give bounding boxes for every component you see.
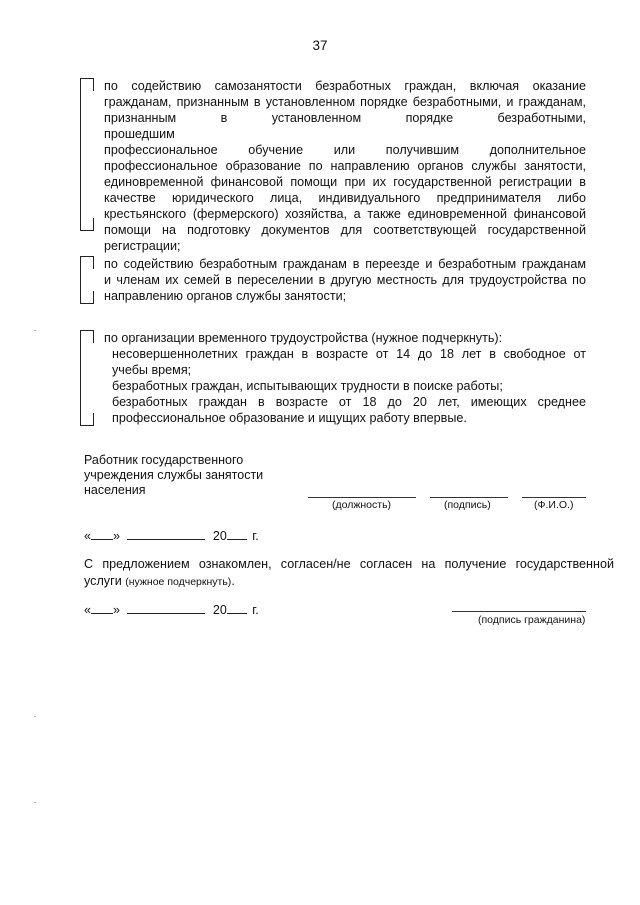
text-line: крестьянского (фермерского) хозяйства, а также единовременной финансовой — [104, 207, 586, 221]
employee-date-field[interactable] — [84, 528, 259, 543]
date-year-suffix: г. — [252, 603, 259, 617]
service-option-self-employment — [80, 78, 586, 253]
employee-label-line: населения — [84, 483, 146, 497]
service-option-relocation — [80, 256, 586, 308]
name-field-line[interactable] — [522, 497, 586, 498]
scan-speck — [34, 802, 36, 803]
citizen-signature-line[interactable] — [452, 611, 586, 612]
page-number: 37 — [312, 38, 328, 53]
checkbox-relocation[interactable] — [80, 256, 94, 304]
text-line: и членам их семей в переселении в другую местность для трудоустройства по — [104, 273, 586, 287]
year-blank[interactable] — [227, 602, 247, 614]
citizen-signature-caption: (подпись гражданина) — [478, 614, 586, 626]
date-century: 20 — [212, 603, 227, 617]
employee-label-line: Работник государственного — [84, 453, 244, 467]
year-blank[interactable] — [227, 528, 247, 540]
consent-statement — [84, 556, 614, 591]
checkbox-self-employment[interactable] — [80, 78, 94, 231]
citizen-date-field[interactable] — [84, 602, 259, 617]
text-line: по содействию самозанятости безработных граждан, включая оказание — [104, 79, 586, 93]
date-open-quote: « — [84, 529, 91, 543]
date-open-quote: « — [84, 603, 91, 617]
consent-end: . — [231, 574, 235, 588]
position-caption: (должность) — [332, 499, 392, 511]
text-line: гражданам, признанным в установленном порядке безработными, и гражданам, — [104, 95, 586, 109]
text-line: качестве юридического лица, индивидуального предпринимателя либо — [104, 191, 586, 205]
date-close-quote: » — [112, 529, 120, 543]
text-line[interactable]: профессиональное образование и ищущих работу впервые. — [112, 411, 467, 425]
text-line: профессиональное образование по направлению органов службы занятости, — [104, 159, 586, 173]
service-text — [104, 256, 586, 304]
consent-text: С предложением ознакомлен, согласен/не согласен на получение государственной — [84, 557, 614, 571]
date-close-quote: » — [112, 603, 120, 617]
text-line: признанным в установленном порядке безработными, прошедшим — [104, 111, 586, 141]
month-blank[interactable] — [127, 602, 205, 614]
text-line[interactable]: учебы время; — [112, 363, 192, 377]
consent-text-cont: услуги — [84, 574, 122, 588]
employee-label-line: учреждения службы занятости — [84, 468, 264, 482]
service-text — [104, 78, 586, 254]
text-line: направлению органов службы занятости; — [104, 289, 347, 303]
text-line: по содействию безработным гражданам в переезде и безработным гражданам — [104, 257, 586, 271]
day-blank[interactable] — [91, 602, 113, 614]
text-line[interactable]: несовершеннолетних граждан в возрасте от 14 до 18 лет в свободное от — [112, 347, 586, 361]
employee-label — [84, 453, 263, 498]
text-line[interactable]: безработных граждан в возрасте от 18 до 20 лет, имеющих среднее — [112, 395, 586, 409]
text-line: регистрации; — [104, 239, 181, 253]
signature-field-line[interactable] — [430, 497, 508, 498]
text-line[interactable]: безработных граждан, испытывающих трудности в поиске работы; — [112, 379, 503, 393]
month-blank[interactable] — [127, 528, 205, 540]
consent-note: (нужное подчеркнуть) — [125, 576, 232, 588]
signature-caption: (подпись) — [444, 499, 491, 511]
name-caption: (Ф.И.О.) — [534, 499, 574, 511]
checkbox-temporary-employment[interactable] — [80, 330, 94, 426]
date-century: 20 — [212, 529, 227, 543]
date-year-suffix: г. — [252, 529, 259, 543]
service-text — [104, 330, 586, 426]
day-blank[interactable] — [91, 528, 113, 540]
position-field-line[interactable] — [308, 497, 416, 498]
scan-speck — [34, 716, 36, 717]
scan-speck — [34, 330, 36, 331]
text-line: профессиональное обучение или получившим дополнительное — [104, 143, 586, 157]
text-line: единовременной финансовой помощи при их государственной регистрации в — [104, 175, 586, 189]
text-line: по организации временного трудоустройства (нужное подчеркнуть): — [104, 331, 503, 345]
service-option-temporary-employment — [80, 330, 586, 430]
text-line: помощи на подготовку документов для соответствующей государственной — [104, 223, 586, 237]
